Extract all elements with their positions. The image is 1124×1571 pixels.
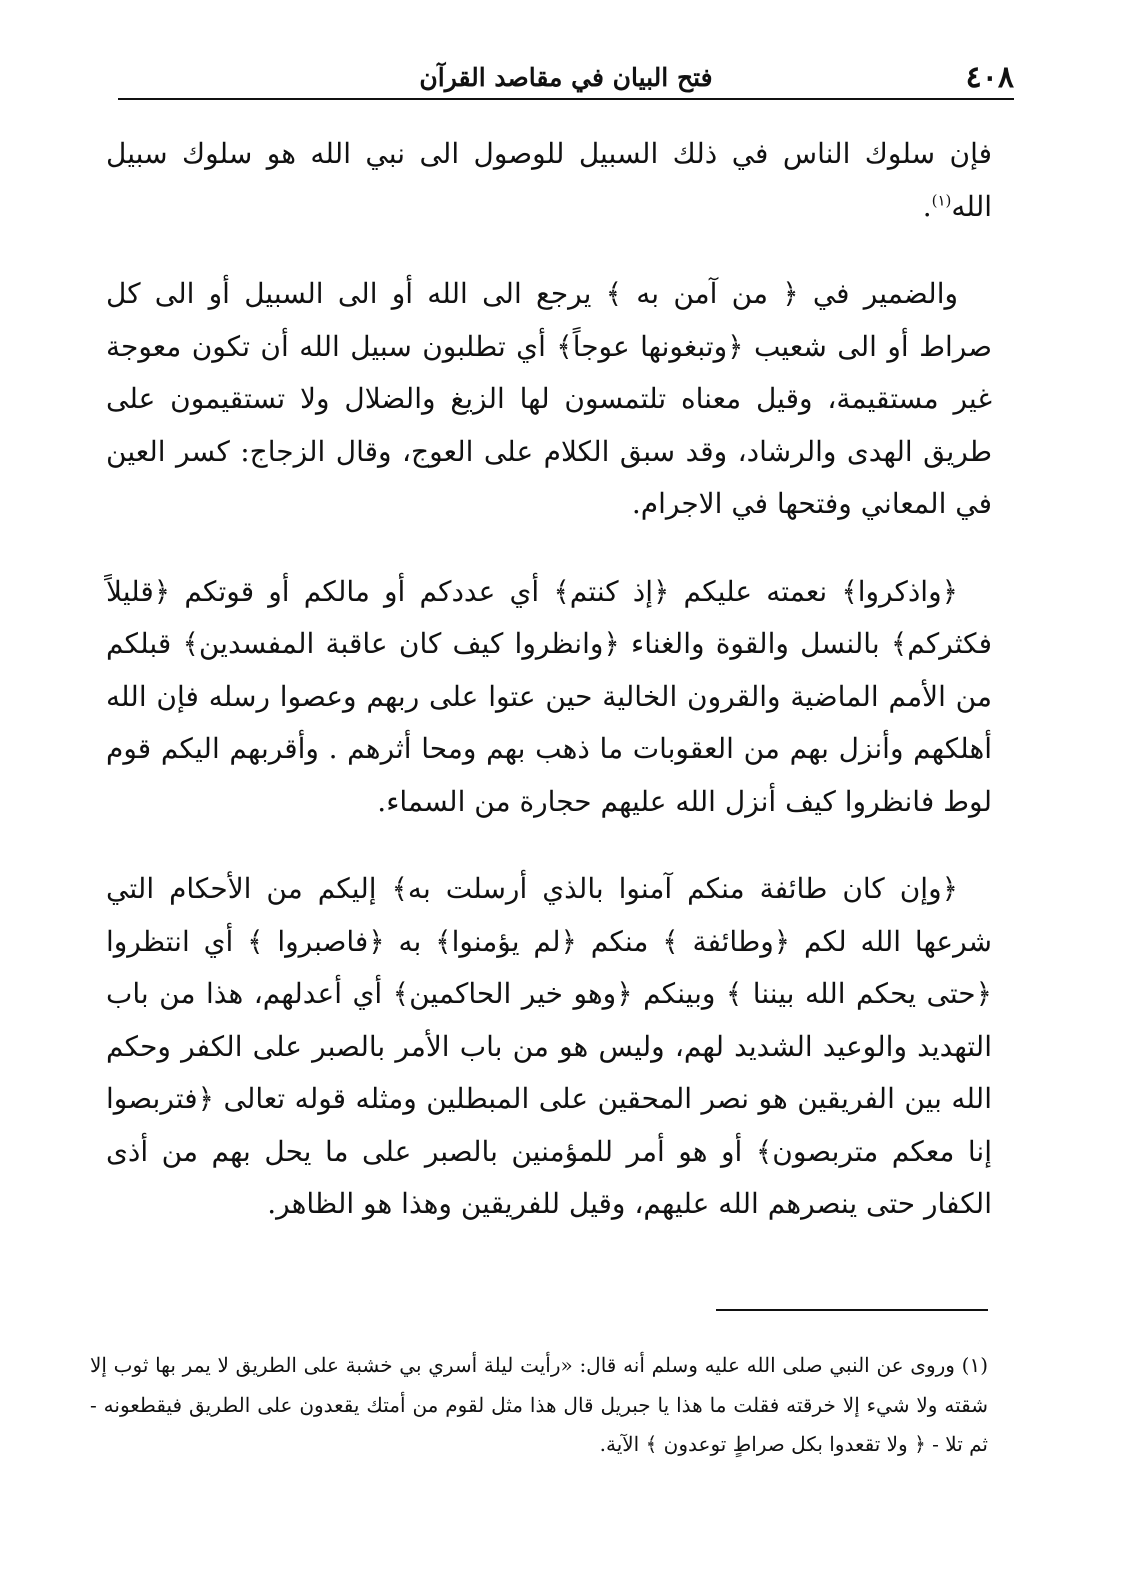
footnote-reference: (١) [931, 191, 952, 210]
page-header [118, 58, 1014, 98]
header-rule [118, 98, 1014, 100]
paragraph-3: ﴿واذكروا﴾ نعمته عليكم ﴿إذ كنتم﴾ أي عددكم أو مالكم أو قوتكم ﴿قليلاً فكثركم﴾ بالنسل والقوة والغناء ﴿وانظروا كيف كان عاقبة المفسدين﴾ قبلكم من الأمم الماضية والقرون الخالية حين عتوا على ربهم وعصوا رسله فإن الله أهلكهم وأنزل بهم من العقوبات ما ذهب بهم ومحا أثرهم . وأقربهم اليكم قوم لوط فانظروا كيف أنزل الله عليهم حجارة من السماء. [106, 574, 992, 818]
paragraph-1-end: . [922, 189, 932, 223]
paragraph-4: ﴿وإن كان طائفة منكم آمنوا بالذي أرسلت به﴾ إليكم من الأحكام التي شرعها الله لكم ﴿وطائفة ﴾ منكم ﴿لم يؤمنوا﴾ به ﴿فاصبروا ﴾ أي انتظروا ﴿حتى يحكم الله بيننا ﴾ وبينكم ﴿وهو خير الحاكمين﴾ أي أعدلهم، هذا من باب التهديد والوعيد الشديد لهم، وليس هو من باب الأمر بالصبر على الكفر وحكم الله بين الفريقين هو نصر المحقين على المبطلين ومثله قوله تعالى ﴿فتربصوا إنا معكم متربصون﴾ أو هو أمر للمؤمنين بالصبر على ما يحل بهم من أذى الكفار حتى ينصرهم الله عليهم، وقيل للفريقين وهذا هو الظاهر. [106, 872, 992, 1220]
page-number: ٤٠٨ [965, 60, 1014, 95]
paragraph-1-text: فإن سلوك الناس في ذلك السبيل للوصول الى نبي الله هو سلوك سبيل الله [106, 137, 992, 223]
paragraph-2: والضمير في ﴿ من آمن به ﴾ يرجع الى الله أو الى السبيل أو الى كل صراط أو الى شعيب ﴿وتبغونها عوجاً﴾ أي تطلبون سبيل الله أن تكون معوجة غير مستقيمة، وقيل معناه تلتمسون لها الزيغ والضلال ولا تستقيمون على طريق الهدى والرشاد، وقد سبق الكلام على العوج، وقال الزجاج: كسر العين في المعاني وفتحها في الاجرام. [106, 277, 992, 520]
footnote: (١) وروى عن النبي صلى الله عليه وسلم أنه قال: «رأيت ليلة أسري بي خشبة على الطريق لا يمر بها ثوب إلا شقته ولا شيء إلا خرقته فقلت ما هذا يا جبريل قال هذا مثل لقوم من أمتك يقعدون على الطريق فيقطعونه - ثم تلا - ﴿ ولا تقعدوا بكل صراطٍ توعدون ﴾ الآية. [90, 1353, 988, 1456]
main-text [106, 128, 992, 1266]
footnote-rule [716, 1309, 988, 1311]
paragraph-1 [106, 128, 992, 233]
running-title: فتح البيان في مقاصد القرآن [419, 63, 713, 92]
